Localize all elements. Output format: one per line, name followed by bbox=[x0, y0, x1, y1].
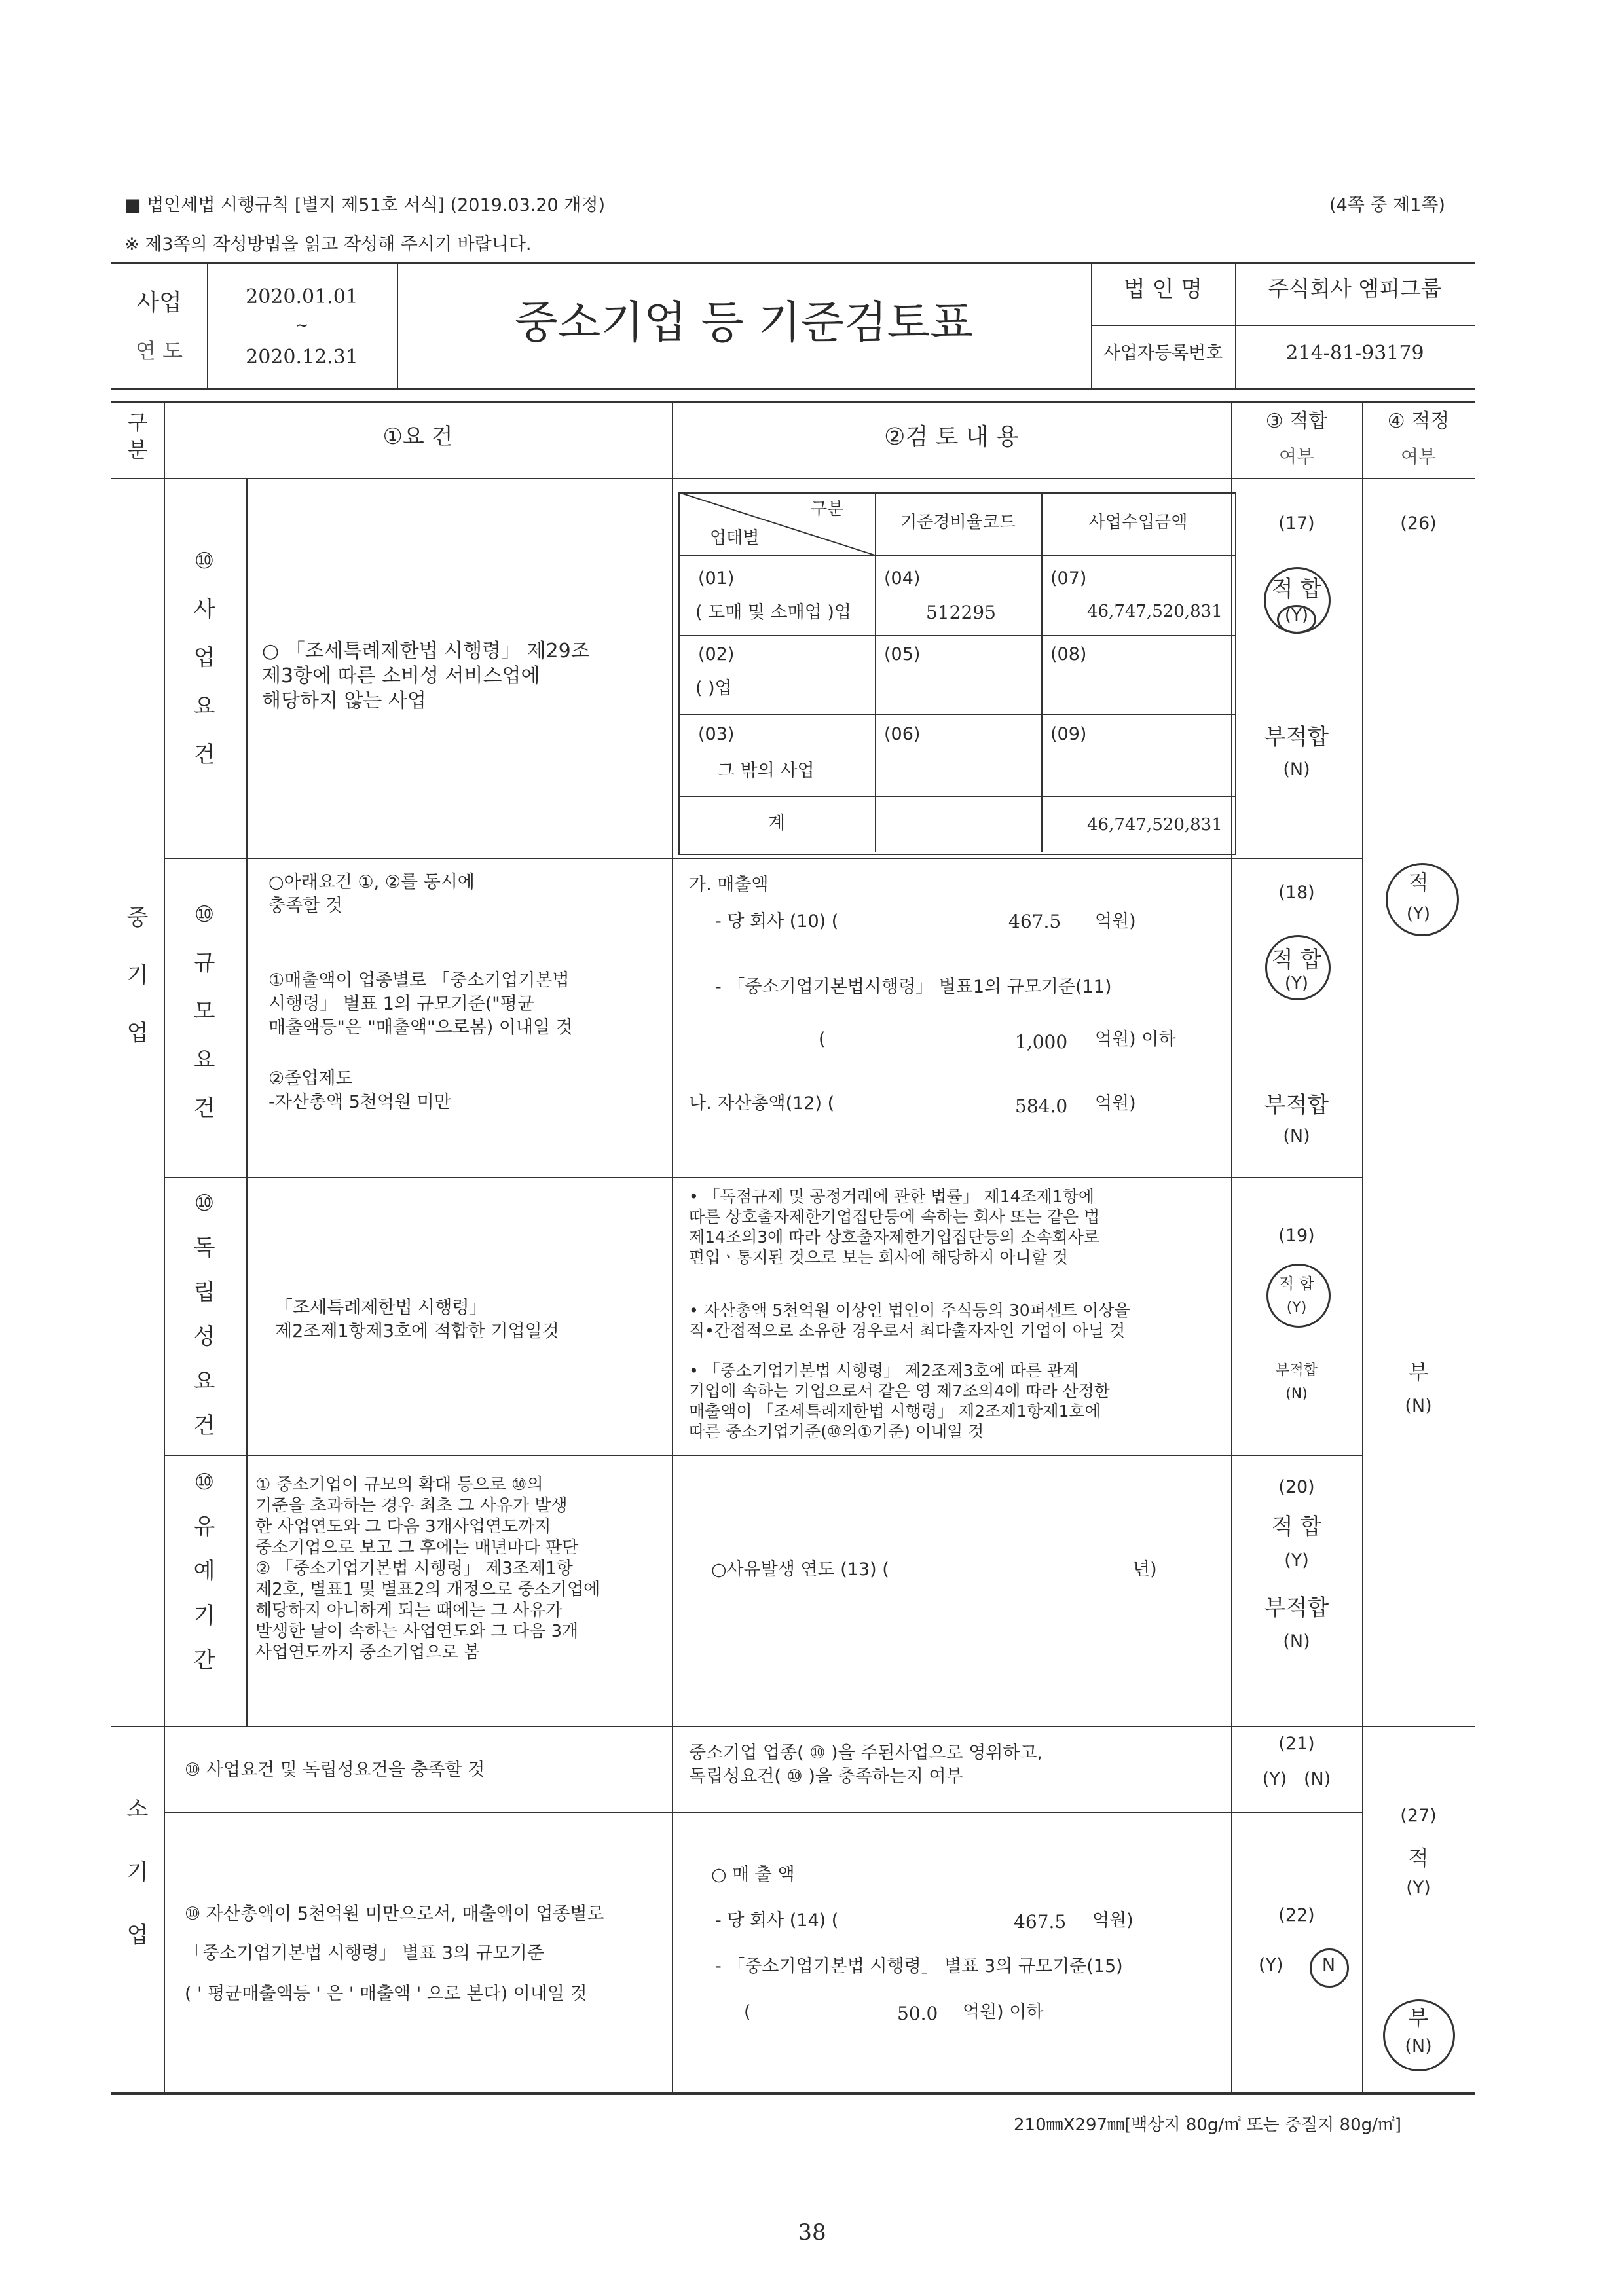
row102-fit-y: (Y) bbox=[1284, 974, 1309, 993]
row106-review-a: ○ 매 출 액 bbox=[711, 1865, 795, 1885]
row106-limit-value: 50.0 bbox=[897, 2003, 938, 2024]
row105-review: 중소기업 업종( ⑩ )을 주된사업으로 영위하고, 독립성요건( ⑩ )을 충족하는지 여부 bbox=[689, 1743, 1043, 1787]
row103-fit-n: (N) bbox=[1285, 1386, 1308, 1402]
row105-fit-no: (21) bbox=[1278, 1734, 1315, 1754]
r2-industry: ( )업 bbox=[695, 678, 732, 699]
row104-fit-yes: 적 합 bbox=[1271, 1514, 1322, 1540]
col-header-requirement: ①요 건 bbox=[382, 424, 453, 450]
row102-fit-yes: 적 합 bbox=[1271, 947, 1322, 973]
row101-requirement: ○ 「조세특례제한법 시행령」 제29조 제3항에 따른 소비성 서비스업에 해당하지 않는 사업 bbox=[262, 640, 590, 712]
row102-proper-yes: 적 bbox=[1408, 870, 1429, 895]
side-label-sme: 중 기 업 bbox=[126, 905, 149, 1046]
row105-proper-yes: 적 bbox=[1408, 1846, 1429, 1870]
row105-proper-n: (N) bbox=[1405, 2036, 1432, 2056]
r3-amount-no: (09) bbox=[1050, 724, 1087, 744]
r1-amount: 46,747,520,831 bbox=[1087, 602, 1223, 621]
instruction-note: ※ 제3쪽의 작성방법을 읽고 작성해 주시기 바랍니다. bbox=[124, 234, 532, 255]
row106-review-c: - 「중소기업기본법 시행령」 별표 3의 규모기준(15) bbox=[715, 1956, 1123, 1977]
side-label-small: 소 기 업 bbox=[126, 1796, 149, 1948]
row102-req-sales: ①매출액이 업종별로 「중소기업기본법 시행령」 별표 1의 규모기준("평균 매출액등"은 "매출액"으로봄) 이내일 것 bbox=[268, 970, 573, 1038]
inner-header-gubun: 구분 bbox=[811, 500, 844, 519]
row101-fit-yes: 적 합 bbox=[1271, 576, 1322, 602]
row102-limit-unit: 억원) 이하 bbox=[1095, 1029, 1176, 1049]
row102-fit-n: (N) bbox=[1283, 1126, 1310, 1146]
row102-sales-unit: 억원) bbox=[1095, 911, 1136, 932]
row106-limit-open: ( bbox=[744, 2002, 751, 2022]
r2-no: (02) bbox=[698, 644, 735, 665]
row102-review-a: 가. 매출액 bbox=[689, 875, 769, 895]
row102-review-b: - 당 회사 (10) ( bbox=[715, 911, 839, 932]
page-count: (4쪽 중 제1쪽) bbox=[1329, 195, 1445, 215]
inner-header-code: 기준경비율코드 bbox=[900, 513, 1016, 532]
row103-label: ⑩ 독 립 성 요 건 bbox=[193, 1190, 215, 1439]
paper-spec: 210㎜X297㎜[백상지 80g/㎡ 또는 중질지 80g/㎡] bbox=[1014, 2115, 1402, 2135]
total-amount: 46,747,520,831 bbox=[1087, 815, 1223, 835]
row103-fit-y: (Y) bbox=[1286, 1300, 1307, 1316]
row103-requirement: 「조세특례제한법 시행령」 제2조제1항제3호에 적합한 기업일것 bbox=[275, 1298, 559, 1341]
row103-review-1: • 「독점규제 및 공정거래에 관한 법률」 제14조제1항에 따른 상호출자제한기업집단등에 속하는 회사 또는 같은 법 제14조의3에 따라 상호출자제한기업집단등의 소속회사로 편입ㆍ통지된 것으로 보는 회사에 해당하지 아니할 것 bbox=[689, 1187, 1100, 1267]
row103-fit-unfit: 부적합 bbox=[1276, 1362, 1318, 1379]
row101-fit-no: (17) bbox=[1278, 513, 1315, 534]
row105-requirement: ⑩ 사업요건 및 독립성요건을 충족할 것 bbox=[185, 1760, 485, 1780]
row103-proper-no: 부 bbox=[1408, 1360, 1429, 1385]
row106-fit-no: (22) bbox=[1278, 1905, 1315, 1925]
row104-review-unit: 년) bbox=[1133, 1559, 1157, 1580]
r3-no: (03) bbox=[698, 724, 735, 744]
row106-sales-value: 467.5 bbox=[1014, 1911, 1067, 1933]
row102-fit-no: (18) bbox=[1278, 883, 1315, 903]
col-header-proper-sub: 여부 bbox=[1400, 446, 1437, 467]
r1-amount-no: (07) bbox=[1050, 568, 1087, 589]
row106-req-3: ( ' 평균매출액등 ' 은 ' 매출액 ' 으로 본다) 이내일 것 bbox=[185, 1984, 587, 2004]
col-header-fit: ③ 적합 bbox=[1265, 410, 1328, 433]
row106-sales-unit: 억원) bbox=[1092, 1910, 1134, 1931]
row103-fit-no: (19) bbox=[1278, 1226, 1315, 1246]
header-diagonal bbox=[678, 492, 875, 555]
biz-no-label: 사업자등록번호 bbox=[1103, 343, 1223, 363]
r1-no: (01) bbox=[698, 568, 735, 589]
row101-fit-unfit: 부적합 bbox=[1264, 724, 1329, 750]
r2-code-no: (05) bbox=[884, 644, 921, 665]
period-end: 2020.12.31 bbox=[246, 346, 358, 369]
row105-proper-neg: 부 bbox=[1408, 2005, 1429, 2030]
inner-header-amount: 사업수입금액 bbox=[1088, 513, 1188, 532]
r2-amount-no: (08) bbox=[1050, 644, 1087, 665]
row102-review-c: - 「중소기업기본법시행령」 별표1의 규모기준(11) bbox=[715, 977, 1112, 997]
row105-fit-yn: (Y) (N) bbox=[1262, 1769, 1331, 1789]
row102-fit-unfit: 부적합 bbox=[1264, 1092, 1329, 1118]
row102-assets-unit: 억원) bbox=[1095, 1093, 1136, 1114]
row106-review-b: - 당 회사 (14) ( bbox=[715, 1910, 839, 1931]
period-start: 2020.01.01 bbox=[246, 285, 358, 308]
row103-review-2: • 자산총액 5천억원 이상인 법인이 주식등의 30퍼센트 이상을 직•간접적으로 소유한 경우로서 최다출자자인 기업이 아닐 것 bbox=[689, 1301, 1130, 1340]
row103-fit-circle bbox=[1266, 1264, 1331, 1328]
row104-label: ⑩ 유 예 기 간 bbox=[193, 1469, 215, 1673]
corp-name: 주식회사 엠피그룹 bbox=[1268, 276, 1442, 301]
inner-header-industry: 업태별 bbox=[710, 528, 760, 548]
year-label-1: 사업 bbox=[136, 289, 182, 316]
row103-fit-yes: 적 합 bbox=[1279, 1275, 1314, 1293]
row102-proper-y: (Y) bbox=[1406, 904, 1431, 924]
row106-req-1: ⑩ 자산총액이 5천억원 미만으로서, 매출액이 업종별로 bbox=[185, 1904, 604, 1924]
r3-code-no: (06) bbox=[884, 724, 921, 744]
row103-proper-n: (N) bbox=[1405, 1396, 1432, 1416]
row102-req-graduation: ②졸업제도 -자산총액 5천억원 미만 bbox=[268, 1068, 451, 1112]
form-title: 중소기업 등 기준검토표 bbox=[514, 297, 974, 349]
row104-requirement: ① 중소기업이 규모의 확대 등으로 ⑩의 기준을 초과하는 경우 최초 그 사유가 발생 한 사업연도와 그 다음 3개사업연도까지 중소기업으로 보고 그 후에는 매년마다 판단 ② 「중소기업기본법 시행령」 제3조제1항 제2호, 별표1 및 별표2의 개정으로 중소기업에 해당하지 아니하게 되는 때에는 그 사유가 발생한 날이 속하는 사업연도와 그 다음 3개 사업연도까지 중소기업으로 봄 bbox=[255, 1475, 600, 1662]
col-header-review: ②검 토 내 용 bbox=[884, 424, 1019, 450]
row104-fit-no: (20) bbox=[1278, 1477, 1315, 1497]
row105-proper-no: (27) bbox=[1400, 1806, 1437, 1826]
page-number: 38 bbox=[798, 2219, 826, 2246]
total-label: 계 bbox=[767, 813, 786, 833]
col-header-proper: ④ 적정 bbox=[1387, 410, 1450, 433]
row102-assets-value: 584.0 bbox=[1015, 1095, 1068, 1117]
r1-code: 512295 bbox=[926, 602, 996, 623]
row104-fit-y: (Y) bbox=[1284, 1550, 1309, 1571]
row101-fit-n: (N) bbox=[1283, 759, 1310, 780]
r3-industry: 그 밖의 사업 bbox=[718, 761, 815, 781]
row106-limit-unit: 억원) 이하 bbox=[963, 2002, 1044, 2022]
row105-proper-y: (Y) bbox=[1406, 1878, 1431, 1898]
biz-no: 214-81-93179 bbox=[1285, 342, 1424, 365]
row106-fit-y: (Y) bbox=[1259, 1955, 1283, 1975]
row104-fit-unfit: 부적합 bbox=[1264, 1595, 1329, 1621]
row102-label: ⑩ 규 모 요 건 bbox=[193, 902, 215, 1121]
period-tilde: ~ bbox=[295, 316, 309, 335]
row102-review-e: 나. 자산총액(12) ( bbox=[689, 1093, 835, 1114]
row104-fit-n: (N) bbox=[1283, 1631, 1310, 1652]
row101-proper-no: (26) bbox=[1400, 513, 1437, 534]
r1-industry: ( 도매 및 소매업 )업 bbox=[695, 602, 851, 623]
row104-review: ○사유발생 연도 (13) ( bbox=[711, 1559, 889, 1580]
row103-review-3: • 「중소기업기본법 시행령」 제2조제3호에 따른 관계 기업에 속하는 기업으로서 같은 영 제7조의4에 따라 산정한 매출액이 「조세특례제한법 시행령」 제2조제1항제1호에 따른 중소기업기준(⑩의①기준) 이내일 것 bbox=[689, 1361, 1110, 1441]
row106-fit-n: N bbox=[1321, 1955, 1336, 1975]
row101-fit-y: (Y) bbox=[1284, 606, 1309, 625]
corp-name-label: 법 인 명 bbox=[1123, 276, 1203, 302]
row102-limit-value: 1,000 bbox=[1015, 1031, 1068, 1053]
row102-limit-open: ( bbox=[819, 1029, 826, 1049]
row102-req-intro: ○아래요건 ①, ②를 동시에 충족할 것 bbox=[268, 872, 475, 916]
form-reference: ■ 법인세법 시행규칙 [별지 제51호 서식] (2019.03.20 개정) bbox=[124, 195, 605, 215]
row101-label: ⑩ 사 업 요 건 bbox=[193, 548, 215, 768]
col-header-fit-sub: 여부 bbox=[1278, 446, 1315, 467]
row106-req-2: 「중소기업기본법 시행령」 별표 3의 규모기준 bbox=[185, 1943, 544, 1963]
year-label-2: 연 도 bbox=[136, 338, 183, 363]
r1-code-no: (04) bbox=[884, 568, 921, 589]
row102-sales-value: 467.5 bbox=[1008, 911, 1061, 932]
col-header-category: 구 분 bbox=[127, 410, 148, 462]
